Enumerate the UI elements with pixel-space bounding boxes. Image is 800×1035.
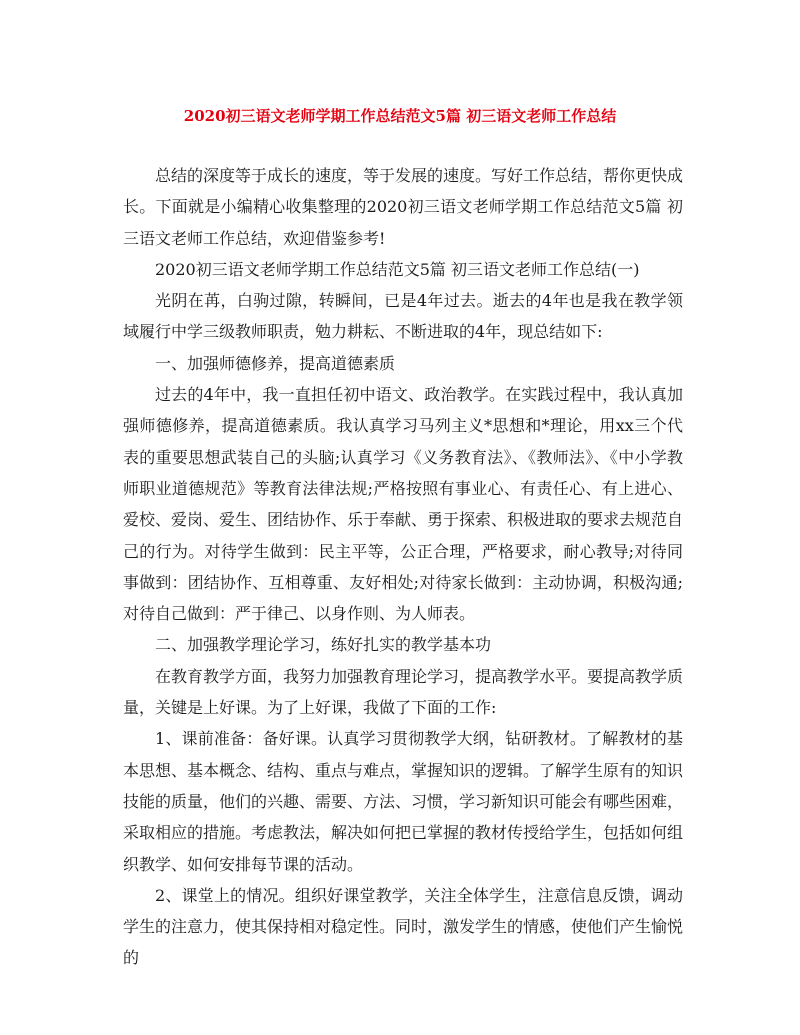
paragraph-section-1: 过去的4年中，我一直担任初中语文、政治教学。在实践过程中，我认真加强师德修养，提高道德素质。我认真学习马列主义*思想和*理论，用xx三个代表的重要思想武装自己的头脑;认真学习《义务教育法》、《教师法》、《中小学教师职业道德规范》等教育法律法规;严格按照有事业心、有责任心、有上进心、爱校、爱岗、爱生、团结协作、乐于奉献、勇于探索、积极进取的要求去规范自己的行为。对待学生做到：民主平等，公正合理，严格要求，耐心教导;对待同事做到：团结协作、互相尊重、友好相处;对待家长做到：主动协调，积极沟通;对待自己做到：严于律己、以身作则、为人师表。 bbox=[123, 385, 684, 624]
section-heading-1: 一、加强师德修养，提高道德素质 bbox=[155, 353, 396, 373]
document-body bbox=[123, 160, 683, 974]
paragraph-item-1: 1、课前准备：备好课。认真学习贯彻教学大纲，钻研教材。了解教材的基本思想、基本概念、结构、重点与难点，掌握知识的逻辑。了解学生原有的知识技能的质量，他们的兴趣、需要、方法、习惯，学习新知识可能会有哪些困难，采取相应的措施。考虑教法，解决如何把已掌握的教材传授给学生，包括如何组织教学、如何安排每节课的活动。 bbox=[123, 729, 684, 874]
paragraph-section-2: 在教育教学方面，我努力加强教育理论学习，提高教学水平。要提高教学质量，关键是上好课。为了上好课，我做了下面的工作: bbox=[123, 666, 684, 718]
paragraph-item-2: 2、课堂上的情况。组织好课堂教学，关注全体学生，注意信息反馈，调动学生的注意力，使其保持相对稳定性。同时，激发学生的情感，使他们产生愉悦的 bbox=[123, 885, 684, 968]
paragraph-opening: 光阴在苒，白驹过隙，转瞬间，已是4年过去。逝去的4年也是我在教学领域履行中学三级教师职责，勉力耕耘、不断进取的4年，现总结如下: bbox=[123, 291, 683, 342]
paragraph-subtitle: 2020初三语文老师学期工作总结范文5篇 初三语文老师工作总结(一) bbox=[155, 259, 640, 279]
document-title: 2020初三语文老师学期工作总结范文5篇 初三语文老师工作总结 bbox=[183, 107, 617, 125]
paragraph-intro: 总结的深度等于成长的速度，等于发展的速度。写好工作总结，帮你更快成长。下面就是小编精心收集整理的2020初三语文老师学期工作总结范文5篇 初三语文老师工作总结，欢迎借鉴参考! bbox=[123, 166, 684, 248]
section-heading-2: 二、加强教学理论学习，练好扎实的教学基本功 bbox=[155, 635, 492, 655]
